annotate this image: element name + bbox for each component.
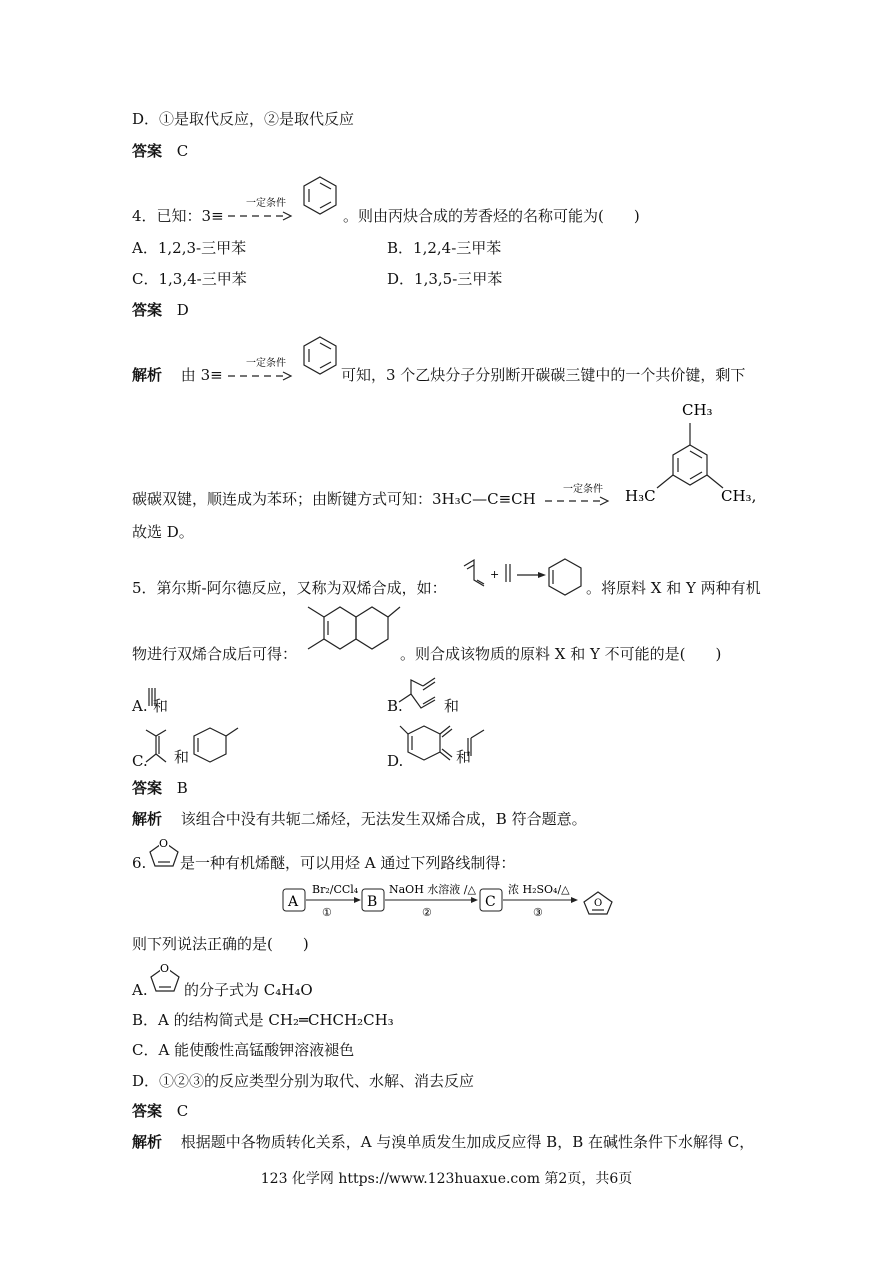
route-step2-reagent: NaOH 水溶液 /△ bbox=[389, 883, 476, 896]
q4-option-d: D．1,3,5-三甲苯 bbox=[387, 270, 503, 288]
q4-stem-pre: 4．已知：3≡ bbox=[132, 207, 224, 225]
route-step3-number: ③ bbox=[533, 906, 543, 919]
q6-option-b: B．A 的结构简式是 CH₂═CHCH₂CH₃ bbox=[132, 1011, 394, 1029]
q6-synthesis-route bbox=[282, 880, 622, 922]
q5-and-a: 和 bbox=[153, 697, 169, 715]
answer-label: 答案 bbox=[132, 142, 163, 160]
route-node-b: B bbox=[367, 894, 378, 910]
q5-and-d: 和 bbox=[456, 748, 472, 766]
route-step1-number: ① bbox=[322, 906, 332, 919]
explanation-4-line2: 碳碳双键，顺连成为苯环；由断键方式可知：3H₃C—C≡CH bbox=[132, 490, 536, 508]
answer-6 bbox=[132, 1100, 188, 1122]
explanation-4-line3: 故选 D。 bbox=[132, 523, 194, 541]
q5-stem-line2-pre: 物进行双烯合成后可得： bbox=[132, 645, 298, 663]
explanation-5 bbox=[132, 808, 587, 830]
q6-number: 6. bbox=[132, 854, 147, 872]
answer-label: 答案 bbox=[132, 301, 163, 319]
explanation-4-scheme bbox=[228, 332, 343, 382]
q6-option-a-text: 的分子式为 C₄H₄O bbox=[184, 981, 313, 999]
explanation-label: 解析 bbox=[132, 366, 163, 384]
explanation-label: 解析 bbox=[132, 1133, 163, 1151]
page-footer: 123 化学网 https://www.123huaxue.com 第2页，共6页 bbox=[260, 1171, 633, 1187]
q5-stem-line2-post: 。则合成该物质的原料 X 和 Y 不可能的是( ) bbox=[400, 645, 722, 663]
oxygen-label: O bbox=[160, 962, 170, 975]
route-step3-reagent: 浓 H₂SO₄/△ bbox=[508, 883, 570, 896]
explanation-label: 解析 bbox=[132, 810, 163, 828]
q6-stem: 是一种有机烯醚，可以用烃 A 通过下列路线制得： bbox=[180, 854, 516, 872]
explanation-6 bbox=[132, 1131, 754, 1153]
q6-dihydrofuran-structure bbox=[144, 836, 184, 872]
q6-option-d: D．①②③的反应类型分别为取代、水解、消去反应 bbox=[132, 1072, 475, 1090]
q4-option-b: B．1,2,4-三甲苯 bbox=[387, 239, 502, 257]
ch3-top: CH₃ bbox=[682, 401, 713, 419]
q5-option-d-label: D. bbox=[387, 752, 404, 770]
answer-label: 答案 bbox=[132, 779, 163, 797]
mesitylene-structure bbox=[657, 423, 723, 488]
q5-option-c-structure bbox=[144, 722, 244, 770]
answer-value: C bbox=[176, 142, 189, 160]
q4-option-c: C．1,3,4-三甲苯 bbox=[132, 270, 247, 288]
ethylene bbox=[506, 564, 510, 582]
answer-5 bbox=[132, 777, 188, 799]
ch3-right: CH₃, bbox=[721, 487, 757, 505]
answer-value: D bbox=[176, 301, 189, 319]
route-node-a: A bbox=[288, 894, 299, 910]
answer-label: 答案 bbox=[132, 1102, 163, 1120]
condition-label: 一定条件 bbox=[246, 198, 286, 209]
q5-product-structure bbox=[300, 605, 405, 660]
answer-value: C bbox=[176, 1102, 189, 1120]
answer-4 bbox=[132, 299, 189, 321]
q6-question: 则下列说法正确的是( ) bbox=[132, 935, 309, 953]
route-step1-reagent: Br₂/CCl₄ bbox=[312, 883, 359, 896]
q5-stem-line1-post: 。将原料 X 和 Y 两种有机 bbox=[586, 579, 761, 597]
answer-prev bbox=[132, 140, 188, 162]
h3c-left: H₃C bbox=[625, 487, 656, 505]
option-d-prev: D．①是取代反应，②是取代反应 bbox=[132, 110, 355, 128]
q5-option-b-label: B. bbox=[387, 697, 403, 715]
q5-option-c-label: C. bbox=[132, 752, 148, 770]
answer-value: B bbox=[176, 779, 188, 797]
q5-option-d-structure bbox=[398, 718, 488, 768]
route-step2-number: ② bbox=[422, 906, 432, 919]
oxygen-label: O bbox=[594, 898, 603, 909]
q4-stem-post: 。则由丙炔合成的芳香烃的名称可能为( ) bbox=[343, 207, 640, 225]
q6-option-a-structure bbox=[145, 961, 185, 997]
q6-option-a-label: A. bbox=[132, 981, 148, 999]
route-node-c: C bbox=[485, 894, 496, 910]
explanation-4-line1 bbox=[132, 364, 223, 386]
diels-alder-example bbox=[462, 556, 587, 596]
plus-sign: + bbox=[490, 568, 500, 581]
mesitylene-scheme bbox=[545, 393, 770, 513]
benzene-ring bbox=[304, 337, 336, 374]
q6-option-c: C．A 能使酸性高锰酸钾溶液褪色 bbox=[132, 1041, 355, 1059]
explanation-5-text: 该组合中没有共轭二烯烃，无法发生双烯合成，B 符合题意。 bbox=[180, 810, 587, 828]
q5-stem-line1-pre: 5．第尔斯-阿尔德反应，又称为双烯合成，如： bbox=[132, 579, 447, 597]
q4-option-a: A．1,2,3-三甲苯 bbox=[132, 239, 247, 257]
benzene-ring bbox=[304, 177, 336, 214]
butadiene bbox=[464, 560, 484, 586]
oxygen-label: O bbox=[159, 837, 169, 850]
explanation-4-post: 可知，3 个乙炔分子分别断开碳碳三键中的一个共价键，剩下 bbox=[341, 366, 746, 384]
q5-and-c: 和 bbox=[174, 748, 190, 766]
cyclohexene bbox=[549, 559, 581, 595]
condition-label: 一定条件 bbox=[246, 358, 286, 369]
q4-reaction-scheme bbox=[228, 172, 343, 222]
q5-and-b: 和 bbox=[444, 697, 460, 715]
condition-label: 一定条件 bbox=[563, 484, 603, 495]
explanation-4-pre: 由 3≡ bbox=[180, 366, 223, 384]
explanation-6-text: 根据题中各物质转化关系，A 与溴单质发生加成反应得 B，B 在碱性条件下水解得 C， bbox=[180, 1133, 755, 1151]
q5-option-b-structure bbox=[399, 672, 447, 714]
q5-option-a-label: A. bbox=[132, 697, 148, 715]
